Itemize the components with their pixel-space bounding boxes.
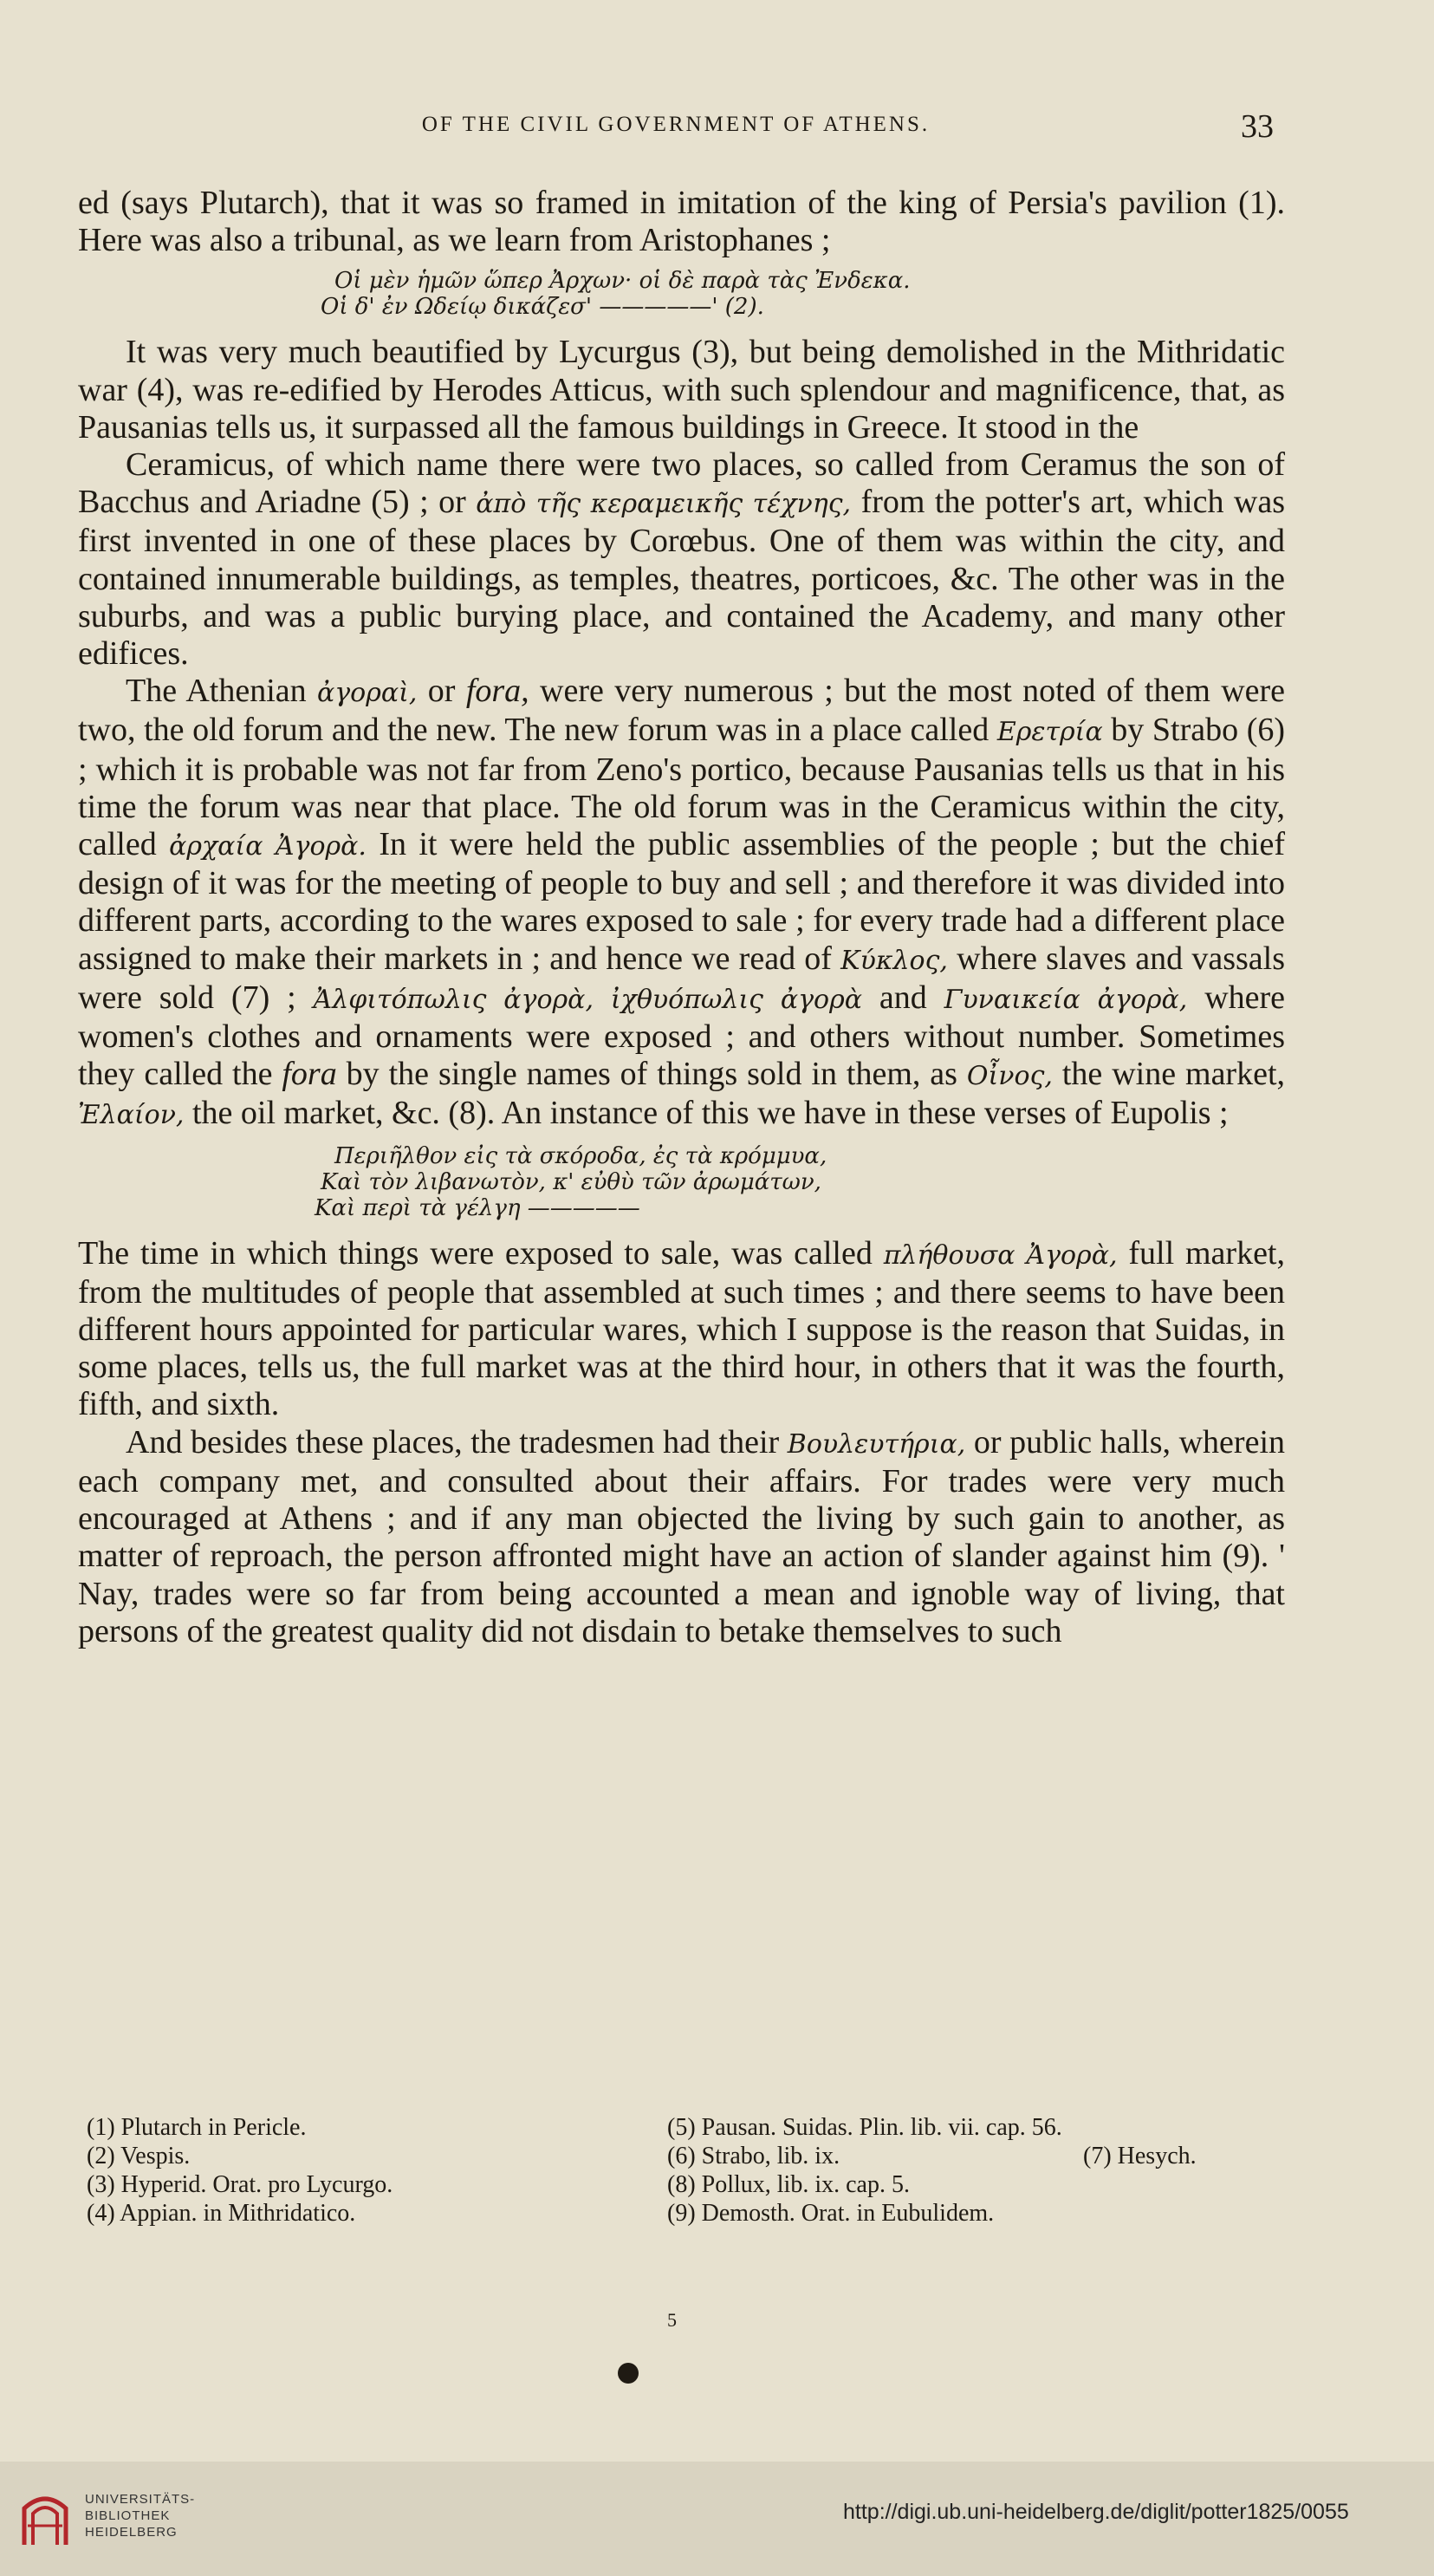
paragraph-text: or	[427, 673, 456, 710]
footnote: (2) Vespis.	[87, 2143, 191, 2169]
paragraph-text: where slaves and vassals were sold (7) ;	[78, 940, 1286, 1016]
italic-text: fora	[282, 1056, 337, 1093]
footnote: (9) Demosth. Orat. in Eubulidem.	[667, 2200, 995, 2227]
verse-quotation	[78, 1143, 1285, 1221]
paragraph-text: by the single names of things sold in them, as	[346, 1056, 957, 1093]
paragraph-text: In it were held the public assemblies of the people ; but the chief design of it was for the meeting of people to buy and sell ; and therefore it was divided into different parts, according to the wares exposed to sale ; for every trade had a different place assigned to make their markets in ; and hence we read of	[78, 826, 1286, 977]
footnote: (7) Hesych.	[1083, 2143, 1197, 2169]
paragraph	[78, 1424, 1285, 1650]
footnotes-right-column	[667, 2113, 1265, 2228]
library-logo-icon	[19, 2488, 71, 2548]
paragraph	[78, 185, 1285, 259]
signature-mark: 5	[667, 2309, 677, 2331]
footnote: (1) Plutarch in Pericle.	[87, 2114, 307, 2141]
paragraph-text: Ceramicus, of which name there were two places, so called from Ceramus the son of Bacchus and Ariadne (5) ; or	[78, 446, 1285, 521]
paragraph	[78, 334, 1285, 446]
greek-text: Ἀλφιτόπωλις ἀγορὰ, ἰχθυόπωλις ἀγορὰ	[313, 984, 862, 1015]
paragraph	[78, 446, 1285, 673]
digitization-footer	[0, 2462, 1434, 2576]
library-name-line: UNIVERSITÄTS-	[85, 2492, 196, 2507]
paragraph-text: full market, from the multitudes of people that assembled at such times ; and there seems to have been different hours appointed for particular wares, which I suppose is the reason that Suidas, in some places, tells us, the full market was at the third hour, in others that it was the fourth, fifth, and sixth.	[78, 1234, 1285, 1423]
ornament-dot	[618, 2363, 639, 2384]
footnote: (5) Pausan. Suidas. Plin. lib. vii. cap. 56.	[667, 2114, 1062, 2141]
paragraph-text: from the potter's art, which was first invented in one of these places by Corœbus. One of them was within the city, and contained innumerable buildings, as temples, theatres, porticoes, &c. The other was in the suburbs, and was a public burying place, and contained the Academy, and many other edifices.	[78, 484, 1286, 673]
greek-text: ἀγοραὶ,	[316, 678, 418, 709]
paragraph-text: the wine market,	[1061, 1056, 1286, 1093]
paragraph-text: were very numerous ; but the most noted of them were two, the old forum and the new. The new forum was in a place called	[78, 673, 1286, 749]
verse-quotation	[78, 268, 1285, 320]
greek-text: ἀπὸ τῆς κεραμεικῆς τέχνης,	[476, 489, 852, 520]
greek-text: πλήθουσα Ἀγορὰ,	[883, 1239, 1118, 1271]
verse-line: Καὶ περὶ τὰ γέλγη —————	[315, 1194, 640, 1221]
footnote: (3) Hyperid. Orat. pro Lycurgo.	[87, 2171, 393, 2198]
paragraph	[78, 673, 1285, 1134]
footnote: (4) Appian. in Mithridatico.	[87, 2200, 356, 2227]
paragraph	[78, 1235, 1285, 1424]
paragraph-text: where women's clothes and ornaments were exposed ; and others without number. Sometimes they called the	[78, 979, 1286, 1093]
verse-line: Οἱ δ' ἐν Ωδείῳ δικάζεσ' —————' (2).	[321, 294, 764, 321]
library-name-line: BIBLIOTHEK	[85, 2508, 171, 2523]
greek-text: Ἐλαίον,	[78, 1100, 185, 1131]
footnote: (8) Pollux, lib. ix. cap. 5.	[667, 2171, 910, 2198]
greek-text: Οἶνος,	[966, 1061, 1053, 1092]
footnote-row	[667, 2142, 1265, 2170]
greek-text: Βουλευτήρια,	[787, 1428, 966, 1460]
paragraph-text: and	[879, 979, 927, 1016]
source-url-link[interactable]: http://digi.ub.uni-heidelberg.de/diglit/potter1825/0055	[843, 2500, 1349, 2524]
running-title: OF THE CIVIL GOVERNMENT OF ATHENS.	[421, 113, 931, 136]
paragraph-text: The Athenian	[126, 673, 307, 710]
paragraph-text: And besides these places, the tradesmen had their	[126, 1423, 780, 1460]
greek-text: Ερετρία	[996, 717, 1103, 748]
greek-text: Κύκλος,	[840, 945, 948, 976]
paragraph-text: The time in which things were exposed to sale, was called	[78, 1234, 873, 1272]
body-text	[78, 185, 1285, 1650]
verse-line: Οἱ μὲν ἡμῶν ὥπερ Ἀρχων· οἱ δὲ παρὰ τὰς Ἐνδεκα.	[334, 268, 911, 295]
greek-text: Γυναικεία ἀγορὰ,	[944, 984, 1188, 1015]
greek-text: ἀρχαία Ἀγορὰ.	[169, 831, 367, 862]
library-name	[85, 2491, 195, 2540]
paragraph-text: It was very much beautified by Lycurgus (3), but being demolished in the Mithridatic war (4), was re-edified by Herodes Atticus, with such splendour and magnificence, that, as Pausanias tells us, it surpassed all the famous buildings in Greece. It stood in the	[78, 334, 1285, 446]
footnote: (6) Strabo, lib. ix.	[667, 2143, 840, 2169]
paragraph-text: by Strabo (6) ; which it is probable was not far from Zeno's portico, because Pausanias tells us that in his time the forum was near that place. The old forum was in the Ceramicus within the city, called	[78, 712, 1285, 863]
italic-text: fora,	[465, 673, 529, 710]
paragraph-text: or public halls, wherein each company met, and consulted about their affairs. For trades were very much encouraged at Athens ; and if any man objected the living by such gain to another, as matter of reproach, the person affronted might have an action of slander against him (9). ' Nay, trades were so far from being accounted a mean and ignoble way of living, that persons of the greatest quality did not disdain to betake themselves to such	[78, 1423, 1285, 1649]
verse-line: Περιῆλθον εἰς τὰ σκόροδα, ἐς τὰ κρόμμυα,	[334, 1142, 827, 1169]
footnotes-left-column	[87, 2113, 607, 2228]
paragraph-text: the oil market, &c. (8). An instance of this we have in these verses of Eupolis ;	[191, 1095, 1229, 1132]
verse-line: Καὶ τὸν λιβανωτὸν, κ' εὐθὺ τῶν ἀρωμάτων,	[321, 1168, 821, 1195]
library-name-line: HEIDELBERG	[85, 2525, 178, 2540]
page-header	[0, 108, 1434, 156]
paragraph-text: ed (says Plutarch), that it was so framed in imitation of the king of Persia's pavilion (1). Here was also a tribunal, as we learn from Aristophanes ;	[78, 185, 1285, 259]
page-number: 33	[1241, 108, 1274, 145]
